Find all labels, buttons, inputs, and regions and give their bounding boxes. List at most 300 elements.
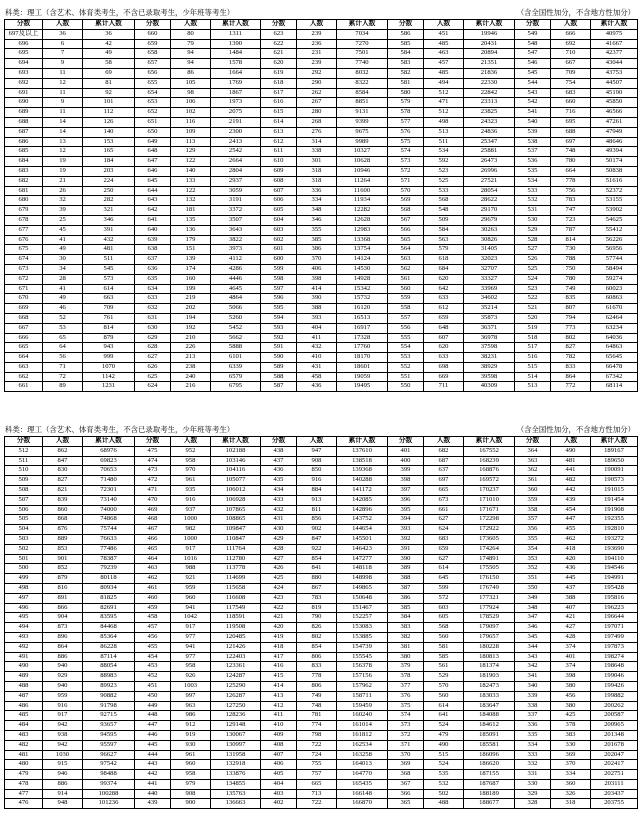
- bonus-note: （含全国性加分，不含地方性加分）: [516, 8, 635, 17]
- count-cell: 318: [551, 799, 591, 809]
- count-cell: 723: [551, 215, 591, 225]
- count-cell: 290: [297, 78, 337, 88]
- table-row: [5, 245, 638, 255]
- column-header-score: 分数: [261, 437, 297, 447]
- count-cell: 28: [43, 274, 83, 284]
- score-cell: 411: [261, 711, 297, 721]
- score-cell: 524: [515, 274, 551, 284]
- score-cell: 339: [515, 691, 551, 701]
- cumulative-cell: 161812: [337, 730, 388, 740]
- column-header-score: 分数: [5, 437, 43, 447]
- cumulative-cell: 202417: [591, 760, 638, 770]
- cumulative-cell: 152257: [337, 613, 388, 623]
- count-cell: 901: [43, 554, 83, 564]
- count-cell: 1016: [171, 554, 211, 564]
- count-cell: 380: [551, 681, 591, 691]
- count-cell: 52: [43, 313, 83, 323]
- count-cell: 864: [551, 372, 591, 382]
- cumulative-cell: 70653: [83, 466, 135, 476]
- table-row: [5, 353, 638, 363]
- cumulative-cell: 74000: [83, 505, 135, 515]
- cumulative-cell: 147277: [337, 554, 388, 564]
- count-cell: 524: [424, 760, 464, 770]
- count-cell: 958: [171, 770, 211, 780]
- count-cell: 360: [551, 779, 591, 789]
- cumulative-cell: 112: [83, 108, 135, 118]
- count-cell: 959: [171, 583, 211, 593]
- score-cell: 459: [135, 603, 171, 613]
- cumulative-cell: 55412: [591, 225, 638, 235]
- score-cell: 541: [515, 108, 551, 118]
- count-cell: 129: [171, 147, 211, 157]
- cumulative-cell: 47261: [591, 117, 638, 127]
- count-cell: 414: [297, 284, 337, 294]
- cumulative-cell: 9989: [337, 137, 388, 147]
- score-cell: 414: [261, 681, 297, 691]
- score-cell: 438: [261, 446, 297, 456]
- count-cell: 607: [424, 333, 464, 343]
- cumulative-cell: 197499: [591, 632, 638, 642]
- count-cell: 49: [43, 245, 83, 255]
- score-cell: 346: [515, 623, 551, 633]
- cumulative-cell: 663: [83, 294, 135, 304]
- score-cell: 696: [5, 39, 43, 49]
- score-cell: 531: [515, 206, 551, 216]
- cumulative-cell: 18601: [337, 362, 388, 372]
- cumulative-cell: 192810: [591, 525, 638, 535]
- count-cell: 548: [424, 206, 464, 216]
- score-cell: 421: [261, 613, 297, 623]
- count-cell: 935: [171, 485, 211, 495]
- count-cell: 25: [43, 215, 83, 225]
- table-row: [5, 39, 638, 49]
- count-cell: 982: [171, 525, 211, 535]
- table-row: [5, 505, 638, 515]
- cumulative-cell: 24323: [464, 117, 515, 127]
- section-caption: [4, 423, 637, 436]
- table-row: [5, 157, 638, 167]
- score-cell: 613: [261, 127, 297, 137]
- score-cell: 623: [261, 29, 297, 39]
- cumulative-cell: 122403: [211, 652, 261, 662]
- score-cell: 425: [261, 574, 297, 584]
- cumulative-cell: 182473: [464, 681, 515, 691]
- count-cell: 301: [297, 157, 337, 167]
- score-cell: 677: [5, 225, 43, 235]
- count-cell: 436: [297, 382, 337, 392]
- cumulative-cell: 102188: [211, 446, 261, 456]
- count-cell: 599: [424, 583, 464, 593]
- cumulative-cell: 43044: [591, 59, 638, 69]
- score-cell: 633: [135, 294, 171, 304]
- table-row: [5, 495, 638, 505]
- count-cell: 280: [297, 108, 337, 118]
- score-section-2: [4, 423, 637, 809]
- cumulative-cell: 224: [83, 176, 135, 186]
- score-cell: 451: [135, 681, 171, 691]
- score-cell: 601: [261, 245, 297, 255]
- score-cell: 614: [261, 117, 297, 127]
- score-cell: 687: [5, 127, 43, 137]
- score-cell: 494: [5, 623, 43, 633]
- score-cell: 472: [135, 476, 171, 486]
- count-cell: 667: [551, 59, 591, 69]
- count-cell: 716: [551, 108, 591, 118]
- table-row: [5, 583, 638, 593]
- count-cell: 730: [551, 245, 591, 255]
- score-cell: 378: [388, 672, 424, 682]
- cumulative-cell: 146423: [337, 544, 388, 554]
- table-row: [5, 88, 638, 98]
- score-cell: 497: [5, 593, 43, 603]
- count-cell: 485: [424, 39, 464, 49]
- count-cell: 902: [297, 525, 337, 535]
- cumulative-cell: 172922: [464, 525, 515, 535]
- cumulative-cell: 12282: [337, 206, 388, 216]
- cumulative-cell: 157156: [337, 672, 388, 682]
- count-cell: 515: [424, 750, 464, 760]
- cumulative-cell: 16917: [337, 323, 388, 333]
- cumulative-cell: 6339: [211, 362, 261, 372]
- count-cell: 41: [43, 284, 83, 294]
- score-cell: 387: [388, 583, 424, 593]
- count-cell: 427: [551, 623, 591, 633]
- count-cell: 6: [43, 39, 83, 49]
- count-cell: 948: [43, 799, 83, 809]
- count-cell: 488: [424, 799, 464, 809]
- score-cell: 423: [261, 593, 297, 603]
- cumulative-cell: 183033: [464, 691, 515, 701]
- score-cell: 449: [135, 701, 171, 711]
- score-cell: 362: [515, 466, 551, 476]
- cumulative-cell: 168239: [464, 456, 515, 466]
- count-cell: 53: [43, 323, 83, 333]
- table-row: [5, 564, 638, 574]
- score-cell: 394: [388, 515, 424, 525]
- score-cell: 389: [388, 564, 424, 574]
- cumulative-cell: 53902: [591, 206, 638, 216]
- count-cell: 139: [171, 255, 211, 265]
- score-cell: 370: [388, 750, 424, 760]
- score-cell: 376: [388, 691, 424, 701]
- score-cell: 418: [261, 642, 297, 652]
- cumulative-cell: 65645: [591, 353, 638, 363]
- column-header-cumulative: 累计人数: [464, 437, 515, 447]
- count-cell: 262: [297, 88, 337, 98]
- table-row: [5, 59, 638, 69]
- cumulative-cell: 148118: [337, 564, 388, 574]
- count-cell: 827: [551, 343, 591, 353]
- count-cell: 827: [43, 476, 83, 486]
- cumulative-cell: 79239: [83, 564, 135, 574]
- count-cell: 778: [297, 672, 337, 682]
- cumulative-cell: 943: [83, 343, 135, 353]
- score-cell: 463: [135, 564, 171, 574]
- cumulative-cell: 108865: [211, 515, 261, 525]
- score-cell: 508: [5, 485, 43, 495]
- count-cell: 314: [297, 137, 337, 147]
- count-cell: 579: [424, 245, 464, 255]
- cumulative-cell: 2413: [211, 137, 261, 147]
- count-cell: 783: [551, 196, 591, 206]
- cumulative-cell: 6101: [211, 353, 261, 363]
- score-cell: 624: [135, 382, 171, 392]
- category-caption: 科类：理工（含艺术、体育类考生，不含已录取考生，少年班等考生）: [5, 8, 235, 17]
- count-cell: 116: [171, 117, 211, 127]
- cumulative-cell: 14928: [337, 274, 388, 284]
- score-cell: 644: [135, 186, 171, 196]
- count-cell: 659: [424, 544, 464, 554]
- cumulative-cell: 198648: [591, 662, 638, 672]
- score-cell: 383: [388, 623, 424, 633]
- table-row: [5, 137, 638, 147]
- cumulative-cell: 196644: [591, 613, 638, 623]
- count-cell: 447: [551, 515, 591, 525]
- table-row: [5, 613, 638, 623]
- score-cell: 419: [261, 632, 297, 642]
- score-cell: 356: [515, 525, 551, 535]
- score-cell: 388: [388, 574, 424, 584]
- cumulative-cell: 64036: [591, 333, 638, 343]
- count-cell: 41: [43, 235, 83, 245]
- cumulative-cell: 41667: [591, 39, 638, 49]
- count-cell: 32: [43, 196, 83, 206]
- score-cell: 452: [135, 672, 171, 682]
- score-cell: 588: [261, 372, 297, 382]
- score-cell: 426: [261, 564, 297, 574]
- cumulative-cell: 198274: [591, 652, 638, 662]
- column-header-cumulative: 累计人数: [83, 437, 135, 447]
- score-cell: 333: [515, 750, 551, 760]
- count-cell: 773: [551, 323, 591, 333]
- score-cell: 615: [261, 108, 297, 118]
- score-cell: 353: [515, 554, 551, 564]
- cumulative-cell: 82691: [83, 603, 135, 613]
- cumulative-cell: 184612: [464, 721, 515, 731]
- count-cell: 268: [297, 117, 337, 127]
- table-row: [5, 652, 638, 662]
- cumulative-cell: 137610: [337, 446, 388, 456]
- score-distribution-table: [4, 436, 638, 809]
- score-cell: 530: [515, 215, 551, 225]
- cumulative-cell: 140: [83, 127, 135, 137]
- count-cell: 904: [43, 613, 83, 623]
- score-cell: 520: [515, 313, 551, 323]
- count-cell: 688: [551, 127, 591, 137]
- cumulative-cell: 346: [83, 215, 135, 225]
- count-cell: 513: [424, 127, 464, 137]
- count-cell: 406: [297, 264, 337, 274]
- score-cell: 668: [5, 313, 43, 323]
- score-cell: 455: [135, 642, 171, 652]
- score-cell: 433: [261, 495, 297, 505]
- score-cell: 461: [135, 583, 171, 593]
- count-cell: 835: [551, 294, 591, 304]
- cumulative-cell: 100288: [83, 789, 135, 799]
- cumulative-cell: 999: [83, 353, 135, 363]
- count-cell: 431: [297, 362, 337, 372]
- count-cell: 618: [424, 255, 464, 265]
- cumulative-cell: 127250: [211, 701, 261, 711]
- score-cell: 380: [388, 652, 424, 662]
- cumulative-cell: 116608: [211, 593, 261, 603]
- column-header-score: 分数: [515, 437, 551, 447]
- cumulative-cell: 126: [83, 117, 135, 127]
- score-cell: 374: [388, 711, 424, 721]
- cumulative-cell: 7034: [337, 29, 388, 39]
- cumulative-cell: 203437: [591, 789, 638, 799]
- count-cell: 790: [297, 613, 337, 623]
- count-cell: 11: [43, 68, 83, 78]
- score-cell: 510: [5, 466, 43, 476]
- score-cell: 523: [515, 284, 551, 294]
- score-cell: 646: [135, 166, 171, 176]
- cumulative-cell: 19946: [464, 29, 515, 39]
- cumulative-cell: 58494: [591, 264, 638, 274]
- cumulative-cell: 144654: [337, 525, 388, 535]
- score-cell: 589: [261, 362, 297, 372]
- table-row: [5, 711, 638, 721]
- count-cell: 794: [551, 313, 591, 323]
- count-cell: 56: [43, 353, 83, 363]
- cumulative-cell: 69823: [83, 456, 135, 466]
- score-cell: 354: [515, 544, 551, 554]
- count-cell: 133: [171, 176, 211, 186]
- score-cell: 583: [388, 59, 424, 69]
- cumulative-cell: 1664: [211, 68, 261, 78]
- cumulative-cell: 91798: [83, 701, 135, 711]
- count-cell: 747: [551, 206, 591, 216]
- count-cell: 749: [551, 284, 591, 294]
- count-cell: 665: [297, 779, 337, 789]
- score-cell: 401: [388, 446, 424, 456]
- cumulative-cell: 123361: [211, 662, 261, 672]
- cumulative-cell: 5888: [211, 343, 261, 353]
- count-cell: 774: [297, 721, 337, 731]
- score-cell: 488: [5, 681, 43, 691]
- table-header: [5, 437, 638, 447]
- count-cell: 868: [43, 515, 83, 525]
- count-cell: 455: [551, 525, 591, 535]
- cumulative-cell: 30826: [464, 235, 515, 245]
- score-cell: 522: [515, 294, 551, 304]
- table-row: [5, 750, 638, 760]
- score-cell: 670: [5, 294, 43, 304]
- count-cell: 532: [424, 779, 464, 789]
- cumulative-cell: 92715: [83, 711, 135, 721]
- table-row: [5, 544, 638, 554]
- score-cell: 656: [135, 68, 171, 78]
- cumulative-cell: 190573: [591, 476, 638, 486]
- count-cell: 942: [43, 721, 83, 731]
- cumulative-cell: 18170: [337, 353, 388, 363]
- count-cell: 664: [551, 166, 591, 176]
- score-cell: 517: [515, 343, 551, 353]
- score-cell: 399: [388, 466, 424, 476]
- count-cell: 860: [43, 505, 83, 515]
- cumulative-cell: 3507: [211, 215, 261, 225]
- score-cell: 441: [135, 779, 171, 789]
- cumulative-cell: 184088: [464, 711, 515, 721]
- cumulative-cell: 3059: [211, 186, 261, 196]
- count-cell: 71: [43, 362, 83, 372]
- cumulative-cell: 179097: [464, 623, 515, 633]
- score-cell: 634: [135, 284, 171, 294]
- count-cell: 451: [424, 29, 464, 39]
- cumulative-cell: 109847: [211, 525, 261, 535]
- cumulative-cell: 3643: [211, 225, 261, 235]
- cumulative-cell: 36371: [464, 323, 515, 333]
- score-cell: 462: [135, 574, 171, 584]
- cumulative-cell: 201348: [591, 730, 638, 740]
- table-row: [5, 255, 638, 265]
- table-row: [5, 284, 638, 294]
- count-cell: 12: [43, 78, 83, 88]
- count-cell: 879: [43, 574, 83, 584]
- count-cell: 867: [297, 583, 337, 593]
- table-row: [5, 701, 638, 711]
- score-cell: 355: [515, 534, 551, 544]
- count-cell: 666: [551, 29, 591, 39]
- count-cell: 866: [43, 603, 83, 613]
- cumulative-cell: 21836: [464, 68, 515, 78]
- score-cell: 618: [261, 78, 297, 88]
- count-cell: 498: [424, 117, 464, 127]
- table-row: [5, 760, 638, 770]
- score-cell: 529: [515, 225, 551, 235]
- count-cell: 98: [171, 88, 211, 98]
- score-cell: 620: [261, 59, 297, 69]
- cumulative-cell: 200587: [591, 711, 638, 721]
- table-row: [5, 740, 638, 750]
- cumulative-cell: 177321: [464, 593, 515, 603]
- cumulative-cell: 111764: [211, 544, 261, 554]
- count-cell: 240: [171, 372, 211, 382]
- score-cell: 485: [5, 711, 43, 721]
- score-cell: 405: [261, 770, 297, 780]
- score-cell: 347: [515, 613, 551, 623]
- cumulative-cell: 52372: [591, 186, 638, 196]
- score-cell: 431: [261, 515, 297, 525]
- count-cell: 216: [171, 382, 211, 392]
- score-cell: 444: [135, 750, 171, 760]
- score-cell: 585: [388, 39, 424, 49]
- cumulative-cell: 45190: [591, 88, 638, 98]
- cumulative-cell: 573: [83, 274, 135, 284]
- score-cell: 492: [5, 642, 43, 652]
- cumulative-cell: 187155: [464, 770, 515, 780]
- score-cell: 604: [261, 215, 297, 225]
- score-cell: 525: [515, 264, 551, 274]
- score-cell: 493: [5, 632, 43, 642]
- cumulative-cell: 97542: [83, 760, 135, 770]
- cumulative-cell: 89923: [83, 681, 135, 691]
- score-cell: 434: [261, 485, 297, 495]
- score-cell: 557: [388, 313, 424, 323]
- score-cell: 697及以上: [5, 29, 43, 39]
- score-cell: 631: [135, 313, 171, 323]
- cumulative-cell: 188677: [464, 799, 515, 809]
- count-cell: 462: [551, 534, 591, 544]
- cumulative-cell: 77486: [83, 544, 135, 554]
- count-cell: 958: [171, 456, 211, 466]
- score-cell: 680: [5, 196, 43, 206]
- score-cell: 527: [515, 245, 551, 255]
- score-cell: 639: [135, 235, 171, 245]
- score-cell: 415: [261, 672, 297, 682]
- score-cell: 691: [5, 88, 43, 98]
- count-cell: 913: [297, 495, 337, 505]
